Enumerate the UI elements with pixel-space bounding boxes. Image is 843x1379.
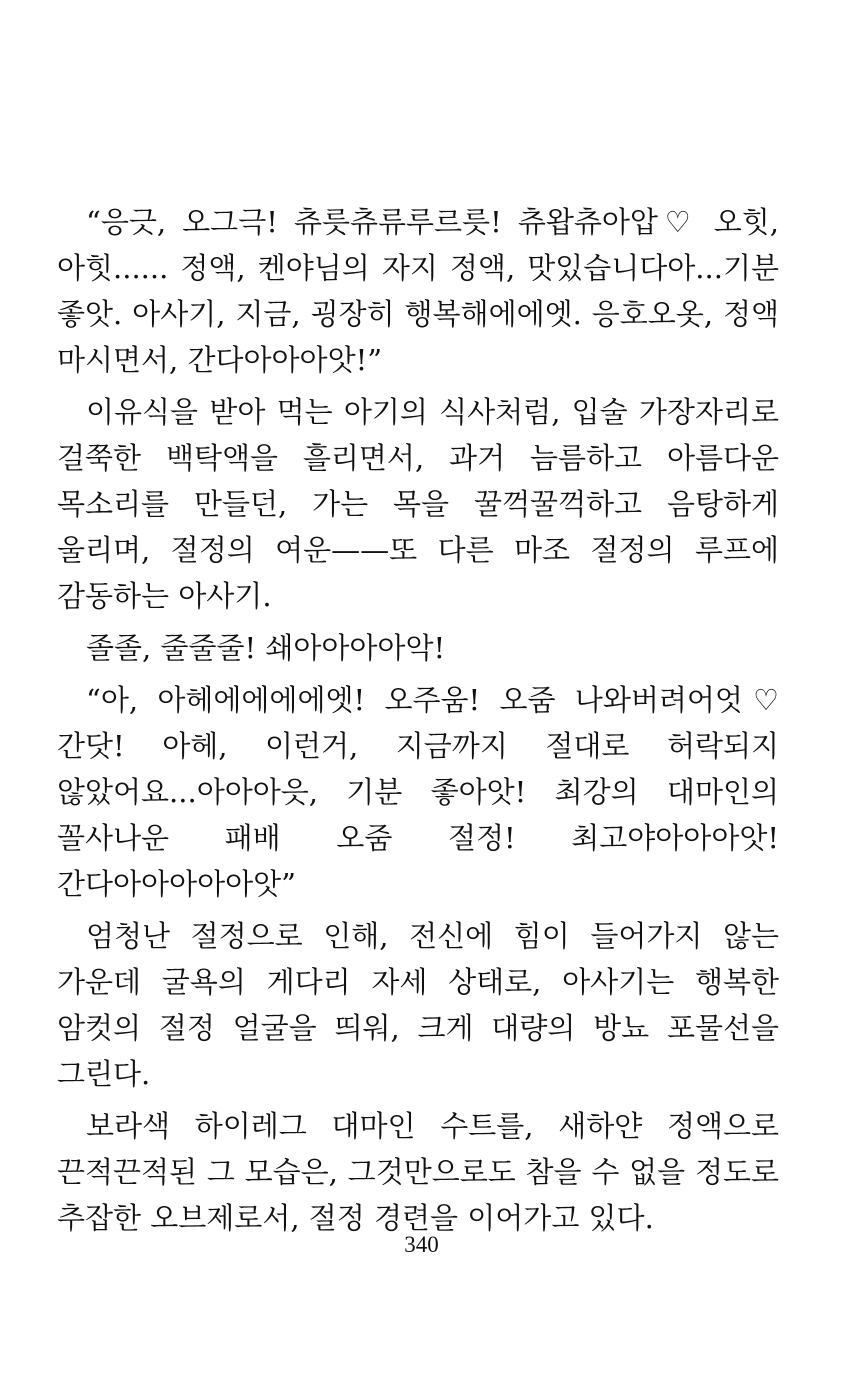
- paragraph-narration-2: 엄청난 절정으로 인해, 전신에 힘이 들어가지 않는 가운데 굴욕의 게다리 자세 상태로, 아사기는 행복한 암컷의 절정 얼굴을 띄워, 크게 대량의 방뇨 포물선을 그린다.: [57, 919, 779, 1091]
- paragraph-dialogue-1: “응긋, 오그극! 츄릇츄류루르릇! 츄왑츄아압♡ 오힛, 아힛...... 정액, 켄야님의 자지 정액, 맛있습니다아...기분 좋앗. 아사기, 지금, 굉장히 행복해에에엣. 응호오옷, 정액 마시면서, 간다아아아앗!”: [57, 205, 779, 377]
- page-number: 340: [404, 1232, 439, 1257]
- paragraph-narration-3: 보라색 하이레그 대마인 수트를, 새하얀 정액으로 끈적끈적된 그 모습은, 그것만으로도 참을 수 없을 정도로 추잡한 오브제로서, 절정 경련을 이어가고 있다.: [57, 1109, 779, 1235]
- paragraph-dialogue-2: “아, 아헤에에에에엣! 오주움! 오줌 나와버려어엇♡간닷! 아헤, 이런거, 지금까지 절대로 허락되지 않았어요...아아아읏, 기분 좋아앗! 최강의 대마인의 꼴사나운 패배 오줌 절정! 최고야아아아앗! 간다아아아아아앗”: [57, 683, 779, 901]
- paragraph-narration-1: 이유식을 받아 먹는 아기의 식사처럼, 입술 가장자리로 걸쭉한 백탁액을 흘리면서, 과거 늠름하고 아름다운 목소리를 만들던, 가는 목을 꿀꺽꿀꺽하고 음탕하게 울리며, 절정의 여운——또 다른 마조 절정의 루프에 감동하는 아사기.: [57, 395, 779, 613]
- paragraph-sound-effect: 졸졸, 줄줄줄! 쇄아아아아악!: [86, 631, 446, 665]
- body-text: [57, 199, 779, 1247]
